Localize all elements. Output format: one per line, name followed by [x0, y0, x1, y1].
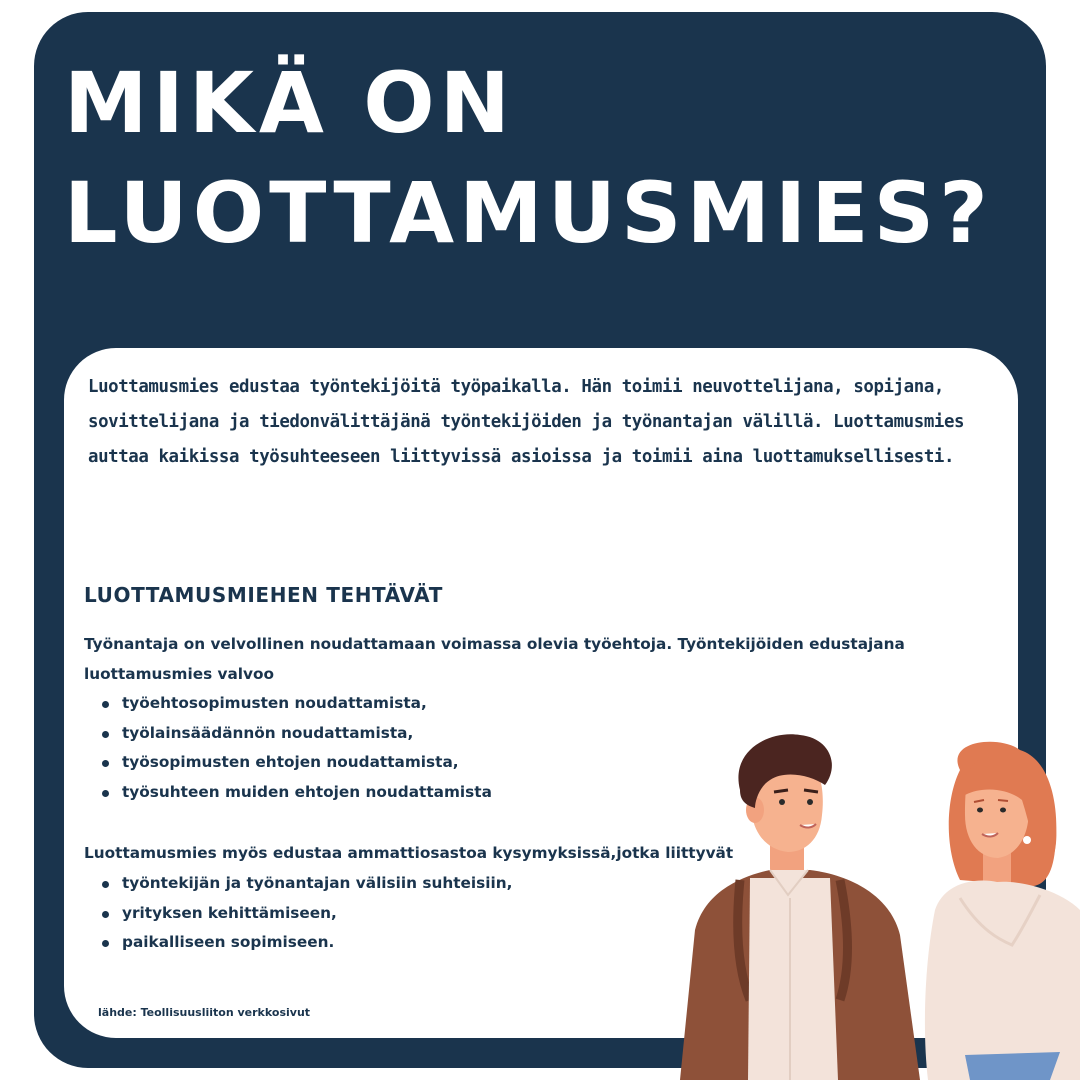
- monitoring-list: [84, 689, 492, 807]
- list-item: yrityksen kehittämiseen,: [84, 899, 512, 929]
- list-item: työlainsäädännön noudattamista,: [84, 719, 492, 749]
- list-item: työntekijän ja työnantajan välisiin suhteisiin,: [84, 869, 512, 899]
- man-and-woman-illustration: [660, 730, 1080, 1080]
- intro-paragraph: Luottamusmies edustaa työntekijöitä työpaikalla. Hän toimii neuvottelijana, sopijana, sovittelijana ja tiedonvälittäjänä työntekijöiden ja työnantajan välillä. Luottamusmies auttaa kaikissa työsuhteeseen liittyvissä asioissa ja toimii aina luottamuksellisesti.: [88, 377, 965, 467]
- list-item: paikalliseen sopimiseen.: [84, 928, 512, 958]
- page-title: [64, 48, 993, 268]
- list-item: työsopimusten ehtojen noudattamista,: [84, 748, 492, 778]
- woman-figure: [925, 742, 1080, 1080]
- title-line-1: MIKÄ ON: [64, 54, 515, 152]
- list-item: työehtosopimusten noudattamista,: [84, 689, 492, 719]
- section-heading: LUOTTAMUSMIEHEN TEHTÄVÄT: [84, 583, 443, 607]
- man-figure: [680, 734, 920, 1080]
- duties-paragraph: Työnantaja on velvollinen noudattamaan voimassa olevia työehtoja. Työntekijöiden edustajana luottamusmies valvoo: [84, 635, 905, 683]
- title-line-2: LUOTTAMUSMIES?: [64, 164, 993, 262]
- representation-list: [84, 869, 512, 958]
- source-note: lähde: Teollisuusliiton verkkosivut: [98, 1006, 311, 1019]
- representation-paragraph: Luottamusmies myös edustaa ammattiosastoa kysymyksissä,jotka liittyvät: [84, 844, 734, 862]
- list-item: työsuhteen muiden ehtojen noudattamista: [84, 778, 492, 808]
